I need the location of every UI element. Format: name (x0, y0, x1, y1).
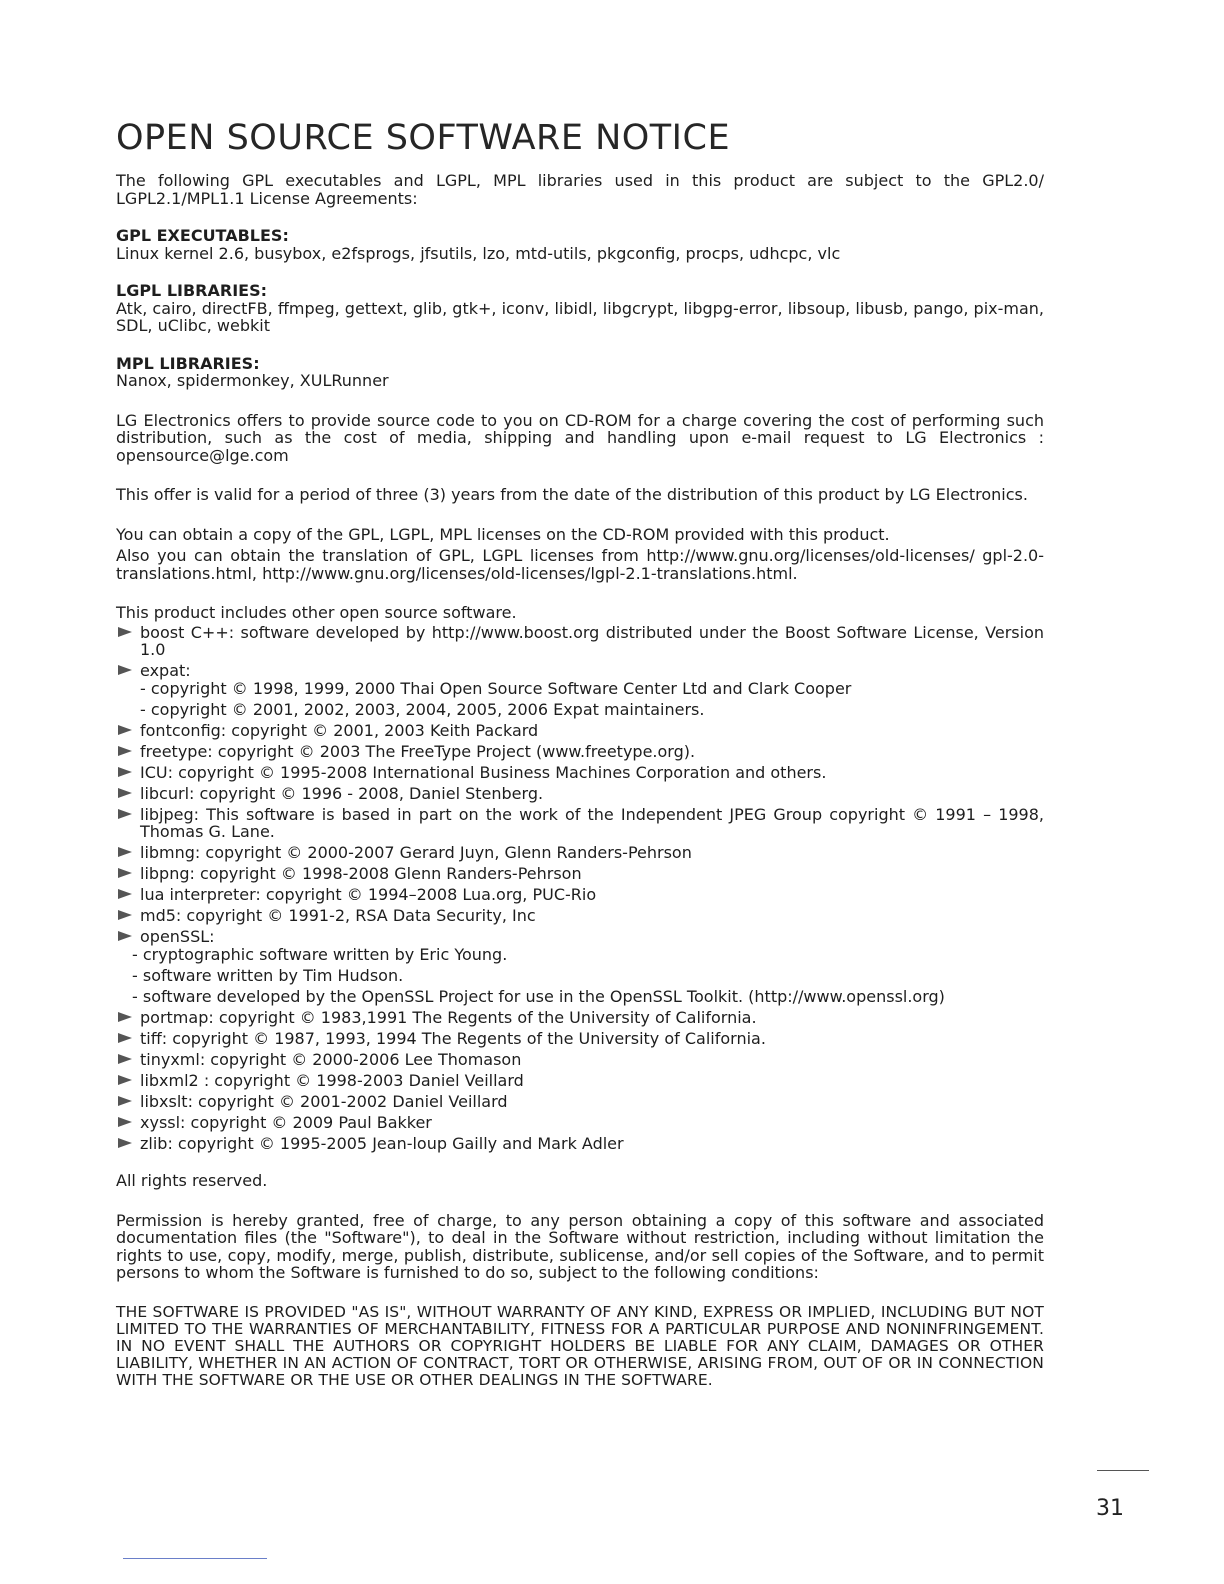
list-item: lua interpreter: copyright © 1994–2008 Lua.org, PUC-Rio (116, 886, 1044, 904)
arrow-bullet-icon (118, 847, 132, 857)
list-item: boost C++: software developed by http://www.boost.org distributed under the Boost Software License, Version 1.0 (116, 624, 1044, 659)
lgpl-list: Atk, cairo, directFB, ffmpeg, gettext, glib, gtk+, iconv, libidl, libgcrypt, libgpg-error, libsoup, libusb, pango, pix-man, SDL, uClibc, webkit (116, 298, 1044, 335)
arrow-bullet-icon (118, 1054, 132, 1064)
licenses-line-2: Also you can obtain the translation of GPL, LGPL licenses from http://www.gnu.org/licenses/old-licenses/ gpl-2.0-translations.html, http://www.gnu.org/licenses/old-licenses/lgpl-2.1-translations.html. (116, 546, 1044, 583)
list-item: libxml2 : copyright © 1998-2003 Daniel Veillard (116, 1072, 1044, 1090)
list-item: md5: copyright © 1991-2, RSA Data Security, Inc (116, 907, 1044, 925)
licenses-line-1: You can obtain a copy of the GPL, LGPL, MPL licenses on the CD-ROM provided with this product. (116, 524, 890, 544)
page-number: 31 (1096, 1496, 1124, 1521)
mpl-heading: MPL LIBRARIES: (116, 353, 260, 373)
list-item: xyssl: copyright © 2009 Paul Bakker (116, 1114, 1044, 1132)
page-margin-rule (1097, 1470, 1149, 1471)
software-list (116, 624, 1044, 1153)
list-item: libpng: copyright © 1998-2008 Glenn Randers-Pehrson (116, 865, 1044, 883)
list-item: portmap: copyright © 1983,1991 The Regents of the University of California. (116, 1009, 1044, 1027)
list-item: freetype: copyright © 2003 The FreeType Project (www.freetype.org). (116, 743, 1044, 761)
arrow-bullet-icon (118, 627, 132, 637)
arrow-bullet-icon (118, 931, 132, 941)
validity-paragraph: This offer is valid for a period of three (3) years from the date of the distribution of this product by LG Electronics. (116, 485, 1028, 504)
expat-sublist (140, 680, 1044, 719)
sub-item: - cryptographic software written by Eric Young. (132, 944, 508, 964)
lgpl-heading: LGPL LIBRARIES: (116, 281, 267, 300)
mpl-list: Nanox, spidermonkey, XULRunner (116, 371, 389, 390)
arrow-bullet-icon (118, 1033, 132, 1043)
list-item: libmng: copyright © 2000-2007 Gerard Juyn, Glenn Randers-Pehrson (116, 844, 1044, 862)
arrow-bullet-icon (118, 889, 132, 899)
arrow-bullet-icon (118, 746, 132, 756)
arrow-bullet-icon (118, 788, 132, 798)
arrow-bullet-icon (118, 809, 132, 819)
arrow-bullet-icon (118, 910, 132, 920)
arrow-bullet-icon (118, 1096, 132, 1106)
list-item: tinyxml: copyright © 2000-2006 Lee Thomason (116, 1051, 1044, 1069)
list-item: libxslt: copyright © 2001-2002 Daniel Veillard (116, 1093, 1044, 1111)
sub-item: - software written by Tim Hudson. (132, 965, 404, 985)
arrow-bullet-icon (118, 1075, 132, 1085)
list-item: fontconfig: copyright © 2001, 2003 Keith Packard (116, 722, 1044, 740)
page-title: OPEN SOURCE SOFTWARE NOTICE (116, 118, 731, 158)
arrow-bullet-icon (118, 868, 132, 878)
list-item: expat: - copyright © 1998, 1999, 2000 Thai Open Source Software Center Ltd and Clark Cooper - copyright © 2001, 2002, 2003, 2004, 2005, 2006 Expat maintainers. (116, 662, 1044, 718)
arrow-bullet-icon (118, 1117, 132, 1127)
permission-paragraph: Permission is hereby granted, free of charge, to any person obtaining a copy of this software and associated documentation files (the "Software"), to deal in the Software without restriction, including without limitation the rights to use, copy, modify, merge, publish, distribute, sublicense, and/or sell copies of the Software, and to permit persons to whom the Software is furnished to do so, subject to the following conditions: (116, 1210, 1044, 1282)
list-item: tiff: copyright © 1987, 1993, 1994 The Regents of the University of California. (116, 1030, 1044, 1048)
other-software-intro: This product includes other open source software. (116, 603, 517, 622)
list-item: libcurl: copyright © 1996 - 2008, Daniel Stenberg. (116, 785, 1044, 803)
arrow-bullet-icon (118, 725, 132, 735)
arrow-bullet-icon (118, 665, 132, 675)
warranty-paragraph: THE SOFTWARE IS PROVIDED "AS IS", WITHOUT WARRANTY OF ANY KIND, EXPRESS OR IMPLIED, INCLUDING BUT NOT LIMITED TO THE WARRANTIES OF MERCHANTABILITY, FITNESS FOR A PARTICULAR PURPOSE AND NONINFRINGEMENT. IN NO EVENT SHALL THE AUTHORS OR COPYRIGHT HOLDERS BE LIABLE FOR ANY CLAIM, DAMAGES OR OTHER LIABILITY, WHETHER IN AN ACTION OF CONTRACT, TORT OR OTHERWISE, ARISING FROM, OUT OF OR IN CONNECTION WITH THE SOFTWARE OR THE USE OR OTHER DEALINGS IN THE SOFTWARE. (116, 1302, 1044, 1389)
arrow-bullet-icon (118, 1012, 132, 1022)
arrow-bullet-icon (118, 767, 132, 777)
offer-paragraph: LG Electronics offers to provide source code to you on CD-ROM for a charge covering the cost of performing such distribution, such as the cost of media, shipping and handling upon e-mail request to LG Electronics : opensource@lge.com (116, 410, 1044, 465)
rights-line: All rights reserved. (116, 1171, 268, 1190)
sub-item: - copyright © 1998, 1999, 2000 Thai Open Source Software Center Ltd and Clark Cooper (140, 678, 852, 698)
list-item: zlib: copyright © 1995-2005 Jean-loup Gailly and Mark Adler (116, 1135, 1044, 1153)
notice-body (116, 172, 1044, 1389)
sub-item: - software developed by the OpenSSL Project for use in the OpenSSL Toolkit. (http://www.openssl.org) (132, 986, 945, 1006)
sub-item: - copyright © 2001, 2002, 2003, 2004, 2005, 2006 Expat maintainers. (140, 699, 705, 719)
footer-rule (123, 1558, 267, 1559)
list-item: openSSL: - cryptographic software written by Eric Young. - software written by Tim Hudson. - software developed by the OpenSSL Project for use in the OpenSSL Toolkit. (http://www.openssl.org) (116, 928, 1044, 1005)
intro-paragraph: The following GPL executables and LGPL, MPL libraries used in this product are subject to the GPL2.0/ LGPL2.1/MPL1.1 License Agreements: (116, 171, 1044, 208)
list-item: libjpeg: This software is based in part on the work of the Independent JPEG Group copyright © 1991 – 1998, Thomas G. Lane. (116, 806, 1044, 841)
openssl-sublist (132, 946, 1044, 1006)
arrow-bullet-icon (118, 1138, 132, 1148)
gpl-heading: GPL EXECUTABLES: (116, 226, 289, 245)
gpl-list: Linux kernel 2.6, busybox, e2fsprogs, jfsutils, lzo, mtd-utils, pkgconfig, procps, udhcpc, vlc (116, 243, 841, 263)
list-item: ICU: copyright © 1995-2008 International Business Machines Corporation and others. (116, 764, 1044, 782)
